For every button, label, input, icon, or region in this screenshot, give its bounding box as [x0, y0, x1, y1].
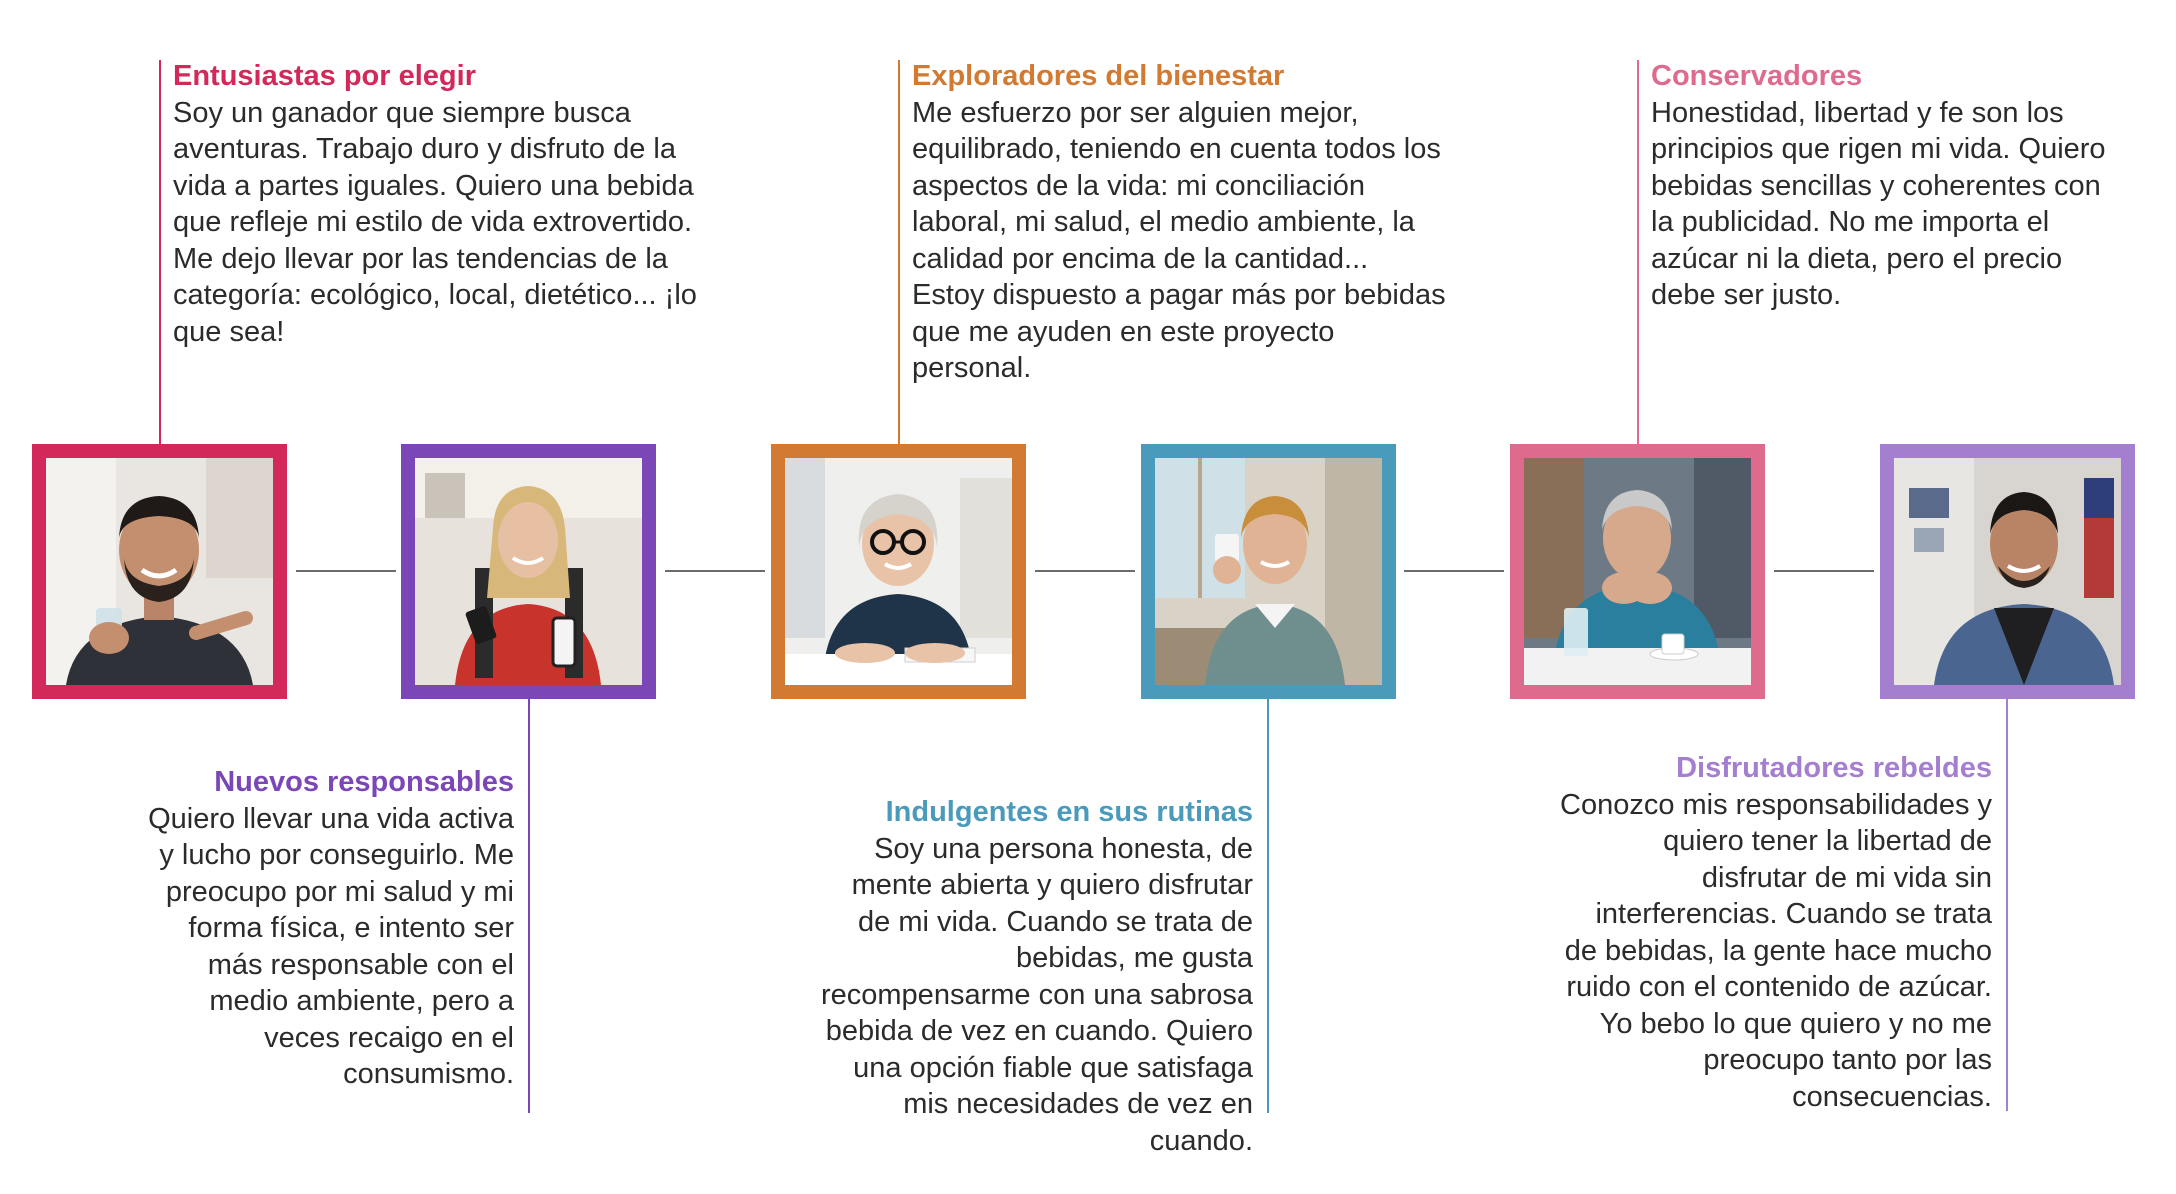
segment-disfrutadores [1558, 750, 1992, 1115]
segment-title: Nuevos responsables [214, 766, 514, 798]
segment-description: Me esfuerzo por ser alguien mejor, equilibrado, teniendo en cuenta todos los aspectos de la vida: mi conciliación laboral, mi salud, el medio ambiente, la calidad por encima de la cantidad... Estoy dispuesto a pagar más por bebidas que me ayuden en este proyecto personal. [912, 96, 1446, 384]
leader-line-disfrutadores [2006, 699, 2008, 1111]
segment-description: Soy una persona honesta, de mente abierta y quiero disfrutar de mi vida. Cuando se trata de bebidas, me gusta recompensarme con una sabrosa bebida de vez en cuando. Quiero una opción fiable que satisfaga mis necesidades de vez en cuando. [820, 832, 1253, 1157]
segment-description: Quiero llevar una vida activa y lucho por conseguirlo. Me preocupo por mi salud y mi forma física, e intento ser más responsable con el medio ambiente, pero a veces recaigo en el consumismo. [148, 802, 514, 1090]
segment-indulgentes [818, 794, 1253, 1159]
segment-description: Honestidad, libertad y fe son los principios que rigen mi vida. Quiero bebidas sencillas y coherentes con la publicidad. No me importa el azúcar ni la dieta, pero el precio debe ser justo. [1651, 96, 2106, 311]
leader-line-conservadores [1637, 60, 1639, 444]
leader-line-entusiastas [159, 60, 161, 444]
photo-indulgentes [1141, 444, 1396, 699]
connector-line [1035, 570, 1135, 572]
segment-exploradores [912, 58, 1447, 387]
segment-title: Indulgentes en sus rutinas [885, 796, 1253, 828]
smiling-bearded-man-holding-glass-icon [46, 458, 273, 685]
photo-conservadores [1510, 444, 1765, 699]
older-woman-with-glasses-at-desk-icon [785, 458, 1012, 685]
segment-title: Conservadores [1651, 60, 1863, 92]
connector-line [296, 570, 396, 572]
segment-title: Exploradores del bienestar [912, 60, 1285, 92]
segment-title: Disfrutadores rebeldes [1676, 752, 1992, 784]
woman-holding-mug-in-kitchen-icon [1155, 458, 1382, 685]
segment-conservadores [1651, 58, 2121, 314]
leader-line-exploradores [898, 60, 900, 444]
photo-disfrutadores [1880, 444, 2135, 699]
connector-line [1404, 570, 1504, 572]
photo-nuevos [401, 444, 656, 699]
segment-title: Entusiastas por elegir [173, 60, 476, 92]
older-man-at-table-with-coffee-icon [1524, 458, 1751, 685]
young-woman-with-phone-and-tumbler-icon [415, 458, 642, 685]
leader-line-nuevos [528, 699, 530, 1113]
connector-line [665, 570, 765, 572]
photo-exploradores [771, 444, 1026, 699]
segment-entusiastas [173, 58, 718, 350]
leader-line-indulgentes [1267, 699, 1269, 1113]
segment-nuevos [126, 764, 514, 1093]
smiling-man-in-denim-shirt-icon [1894, 458, 2121, 685]
segment-description: Soy un ganador que siempre busca aventuras. Trabajo duro y disfruto de la vida a partes iguales. Quiero una bebida que refleje mi estilo de vida extrovertido. Me dejo llevar por las tendencias de la categoría: ecológico, local, dietético... ¡lo que sea! [173, 96, 697, 348]
photo-entusiastas [32, 444, 287, 699]
connector-line [1774, 570, 1874, 572]
segment-description: Conozco mis responsabilidades y quiero tener la libertad de disfrutar de mi vida sin interferencias. Cuando se trata de bebidas, la gente hace mucho ruido con el contenido de azúcar. Yo bebo lo que quiero y no me preocupo tanto por las consecuencias. [1560, 788, 1992, 1113]
